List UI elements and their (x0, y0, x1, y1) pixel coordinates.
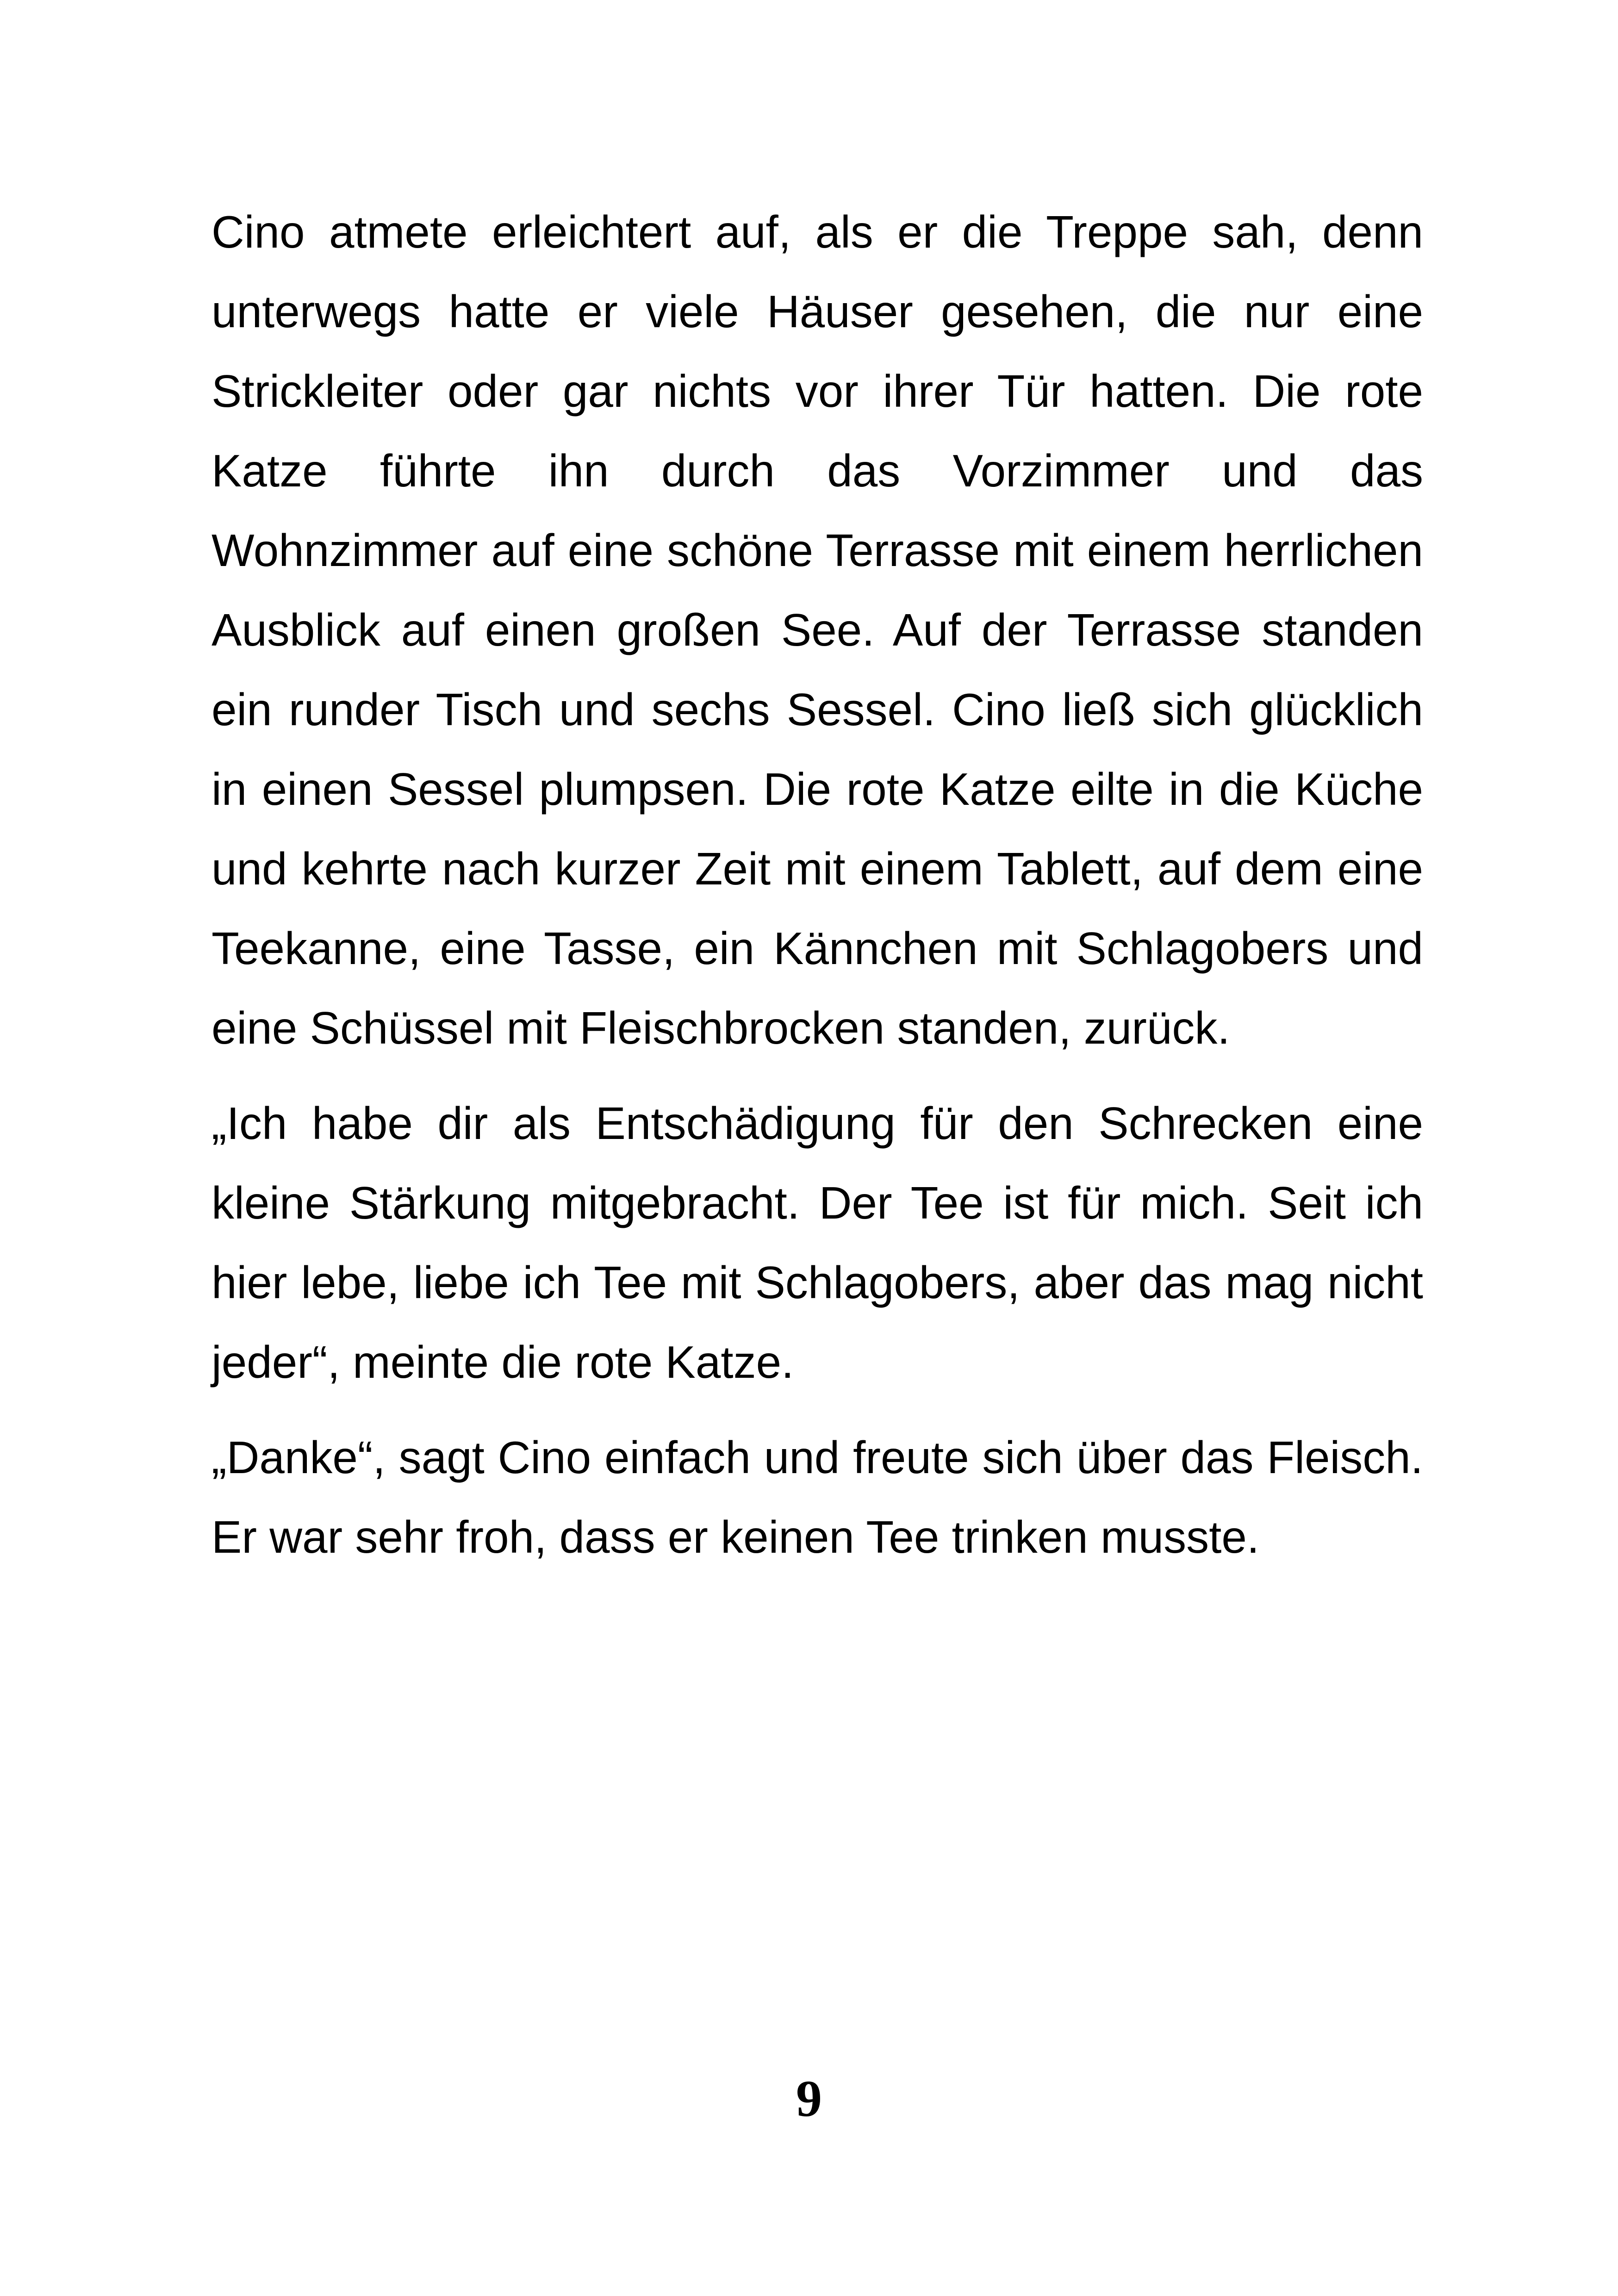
page-number: 9 (796, 2070, 822, 2128)
paragraph-3: „Danke“, sagt Cino einfach und freute sich über das Fleisch. Er war sehr froh, dass er keinen Tee trinken musste. (212, 1432, 1423, 1562)
paragraph-2: „Ich habe dir als Entschädigung für den Schrecken eine kleine Stärkung mitgebracht. Der Tee ist für mich. Seit ich hier lebe, liebe ich Tee mit Schlagobers, aber das mag nicht jeder“, meinte die rote Katze. (212, 1098, 1423, 1388)
body-text (212, 192, 1423, 1577)
paragraph-1: Cino atmete erleichtert auf, als er die Treppe sah, denn unterwegs hatte er viele Häuser gesehen, die nur eine Strickleiter oder gar nichts vor ihrer Tür hatten. Die rote Katze führte ihn durch das Vorzimmer und das Wohnzimmer auf eine schöne Terrasse mit einem herrlichen Ausblick auf einen großen See. Auf der Terrasse standen ein runder Tisch und sechs Sessel. Cino ließ sich glücklich in einen Sessel plumpsen. Die rote Katze eilte in die Küche und kehrte nach kurzer Zeit mit einem Tablett, auf dem eine Teekanne, eine Tasse, ein Kännchen mit Schlagobers und eine Schüssel mit Fleischbrocken standen, zurück. (212, 206, 1423, 1053)
